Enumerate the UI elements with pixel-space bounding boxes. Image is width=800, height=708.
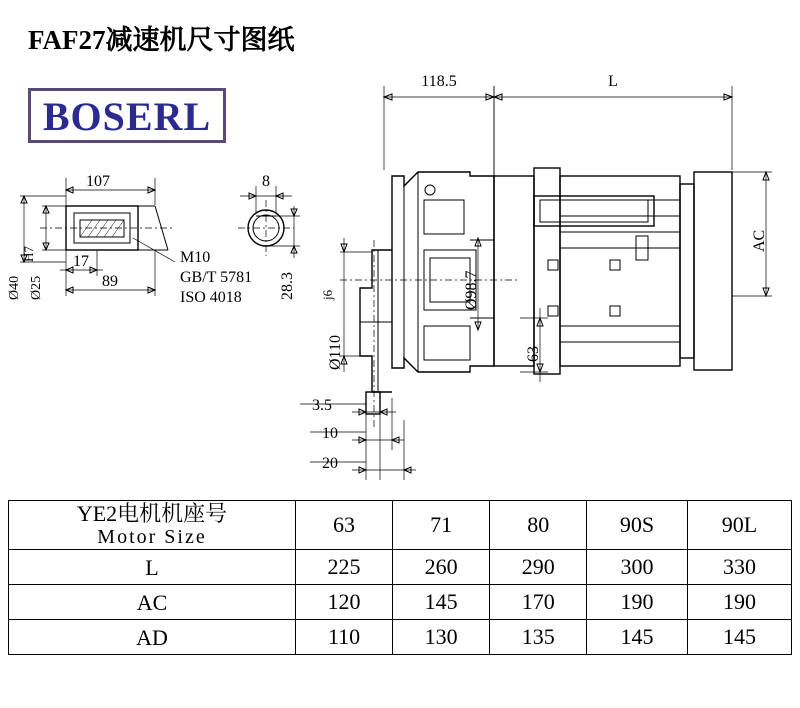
dim-phi110	[340, 238, 372, 372]
label-28-3: 28.3	[279, 272, 296, 300]
label-8: 8	[262, 173, 270, 190]
row-label-AC: AC	[9, 585, 296, 620]
shaft-section-circle	[238, 200, 294, 256]
label-iso: ISO 4018	[180, 289, 242, 306]
spec-table	[8, 500, 792, 655]
label-L: L	[608, 73, 618, 90]
row-L-value-3: 300	[587, 550, 688, 585]
header-label-en: Motor Size	[97, 526, 207, 549]
dim-118-5	[384, 86, 494, 176]
header-value-1: 71	[393, 501, 490, 550]
row-label-L: L	[9, 550, 296, 585]
table-row-header	[9, 501, 792, 550]
row-AC-value-4: 190	[687, 585, 791, 620]
header-value-4: 90L	[687, 501, 791, 550]
row-L-value-1: 260	[393, 550, 490, 585]
label-j6: j6	[320, 289, 335, 300]
label-17: 17	[73, 253, 89, 270]
label-gbt: GB/T 5781	[180, 269, 253, 286]
row-AD-value-0: 110	[296, 620, 393, 655]
label-118-5: 118.5	[421, 73, 457, 90]
header-value-0: 63	[296, 501, 393, 550]
header-value-2: 80	[490, 501, 587, 550]
row-AC-value-1: 145	[393, 585, 490, 620]
label-3-5: 3.5	[312, 397, 332, 414]
row-L-value-0: 225	[296, 550, 393, 585]
motor-body	[494, 168, 732, 374]
label-phi40: Ø40	[7, 275, 22, 300]
row-AC-value-0: 120	[296, 585, 393, 620]
logo-text: BOSERL	[42, 94, 212, 139]
label-10: 10	[322, 425, 338, 442]
dim-107	[66, 178, 155, 250]
label-phi110: Ø110	[327, 335, 344, 370]
label-phi98-7: Ø98.7	[463, 270, 480, 310]
label-m10: M10	[180, 249, 211, 266]
flange	[360, 250, 392, 414]
page-title: FAF27减速机尺寸图纸	[28, 25, 295, 55]
label-phi25: Ø25	[29, 275, 44, 300]
label-20: 20	[322, 455, 338, 472]
row-AC-value-3: 190	[587, 585, 688, 620]
row-AD-value-3: 145	[587, 620, 688, 655]
label-63: 63	[525, 346, 542, 362]
table-row	[9, 585, 792, 620]
row-L-value-2: 290	[490, 550, 587, 585]
header-label-cell	[9, 501, 296, 550]
row-L-value-4: 330	[687, 550, 791, 585]
row-label-AD: AD	[9, 620, 296, 655]
row-AD-value-1: 130	[393, 620, 490, 655]
table-row	[9, 620, 792, 655]
label-107: 107	[86, 173, 110, 190]
row-AD-value-4: 145	[687, 620, 791, 655]
shaft-side-view	[40, 206, 175, 250]
row-AC-value-2: 170	[490, 585, 587, 620]
table-row	[9, 550, 792, 585]
label-89: 89	[102, 273, 118, 290]
header-value-3: 90S	[587, 501, 688, 550]
dim-L	[494, 86, 732, 176]
row-AD-value-2: 135	[490, 620, 587, 655]
label-AC: AC	[751, 229, 768, 252]
header-label-cn: YE2电机机座号	[76, 501, 228, 526]
label-phi25-sup: H7	[21, 246, 36, 262]
